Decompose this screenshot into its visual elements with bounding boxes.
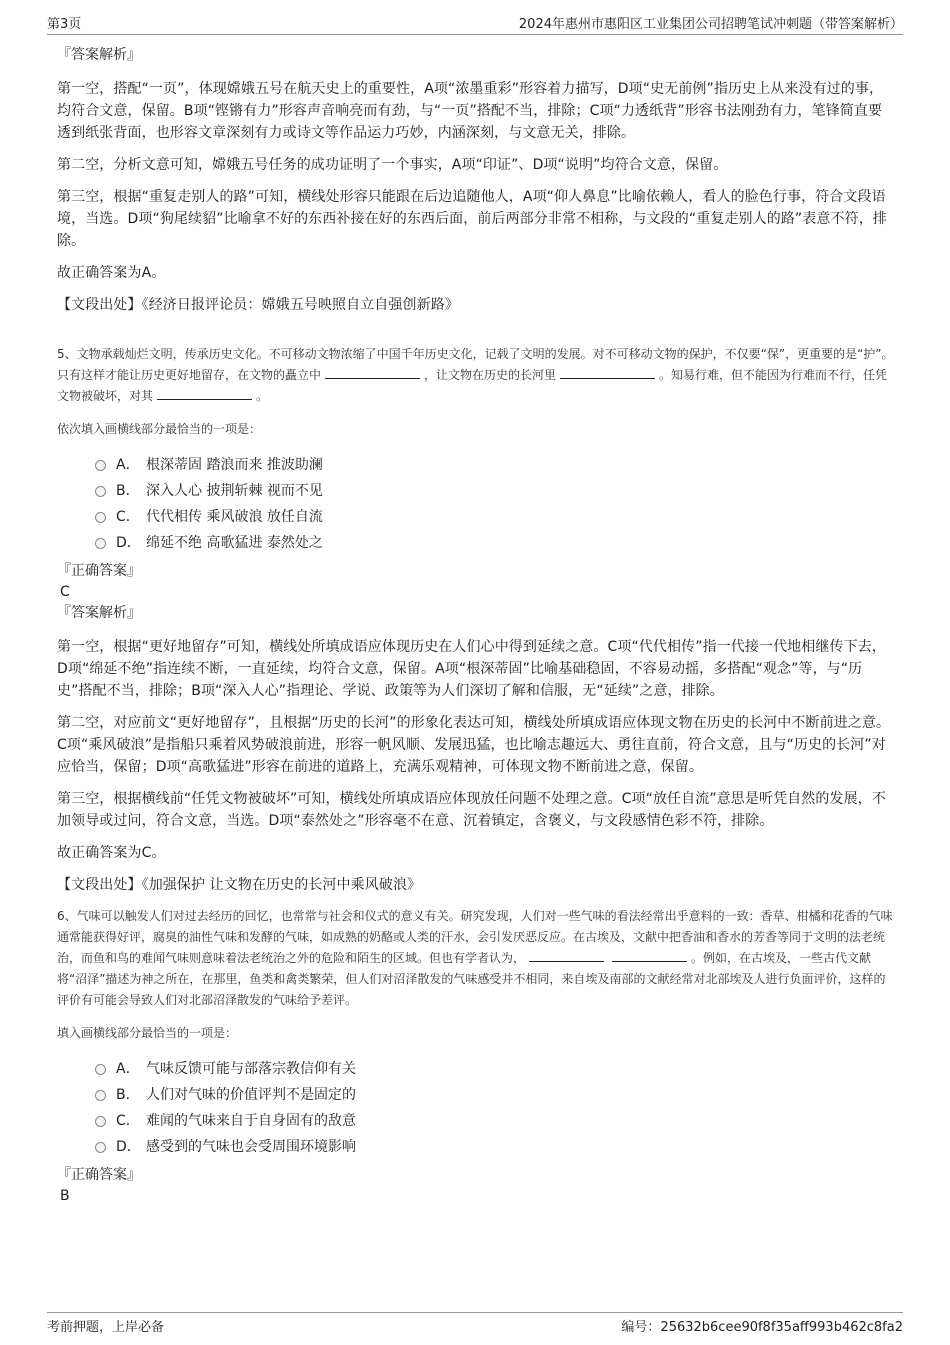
answer-blank (529, 948, 604, 962)
option-c[interactable]: C． 难闻的气味来自于自身固有的敌意 (95, 1108, 895, 1134)
answer-blank (157, 386, 252, 400)
analysis-label: 『答案解析』 (57, 605, 141, 621)
radio-icon[interactable] (95, 1090, 106, 1101)
source-citation: 【文段出处】《加强保护 让文物在历史的长河中乘风破浪》 (57, 877, 422, 893)
question-6-stem: 6、气味可以触发人们对过去经历的回忆，也常常与社会和仪式的意义有关。研究发现，人们对一些气味的看法经常出乎意料的一致：香草、柑橘和花香的气味通常能获得好评，腐臭的油性气味和发酵的气味，如成熟的奶酪或人类的汗水，会引发厌恶反应。在古埃及，文献中把香油和香水的芳香等同于文明的法老统治，而鱼和鸟的难闻气味则意味着法老统治之外的危险和陌生的区域。但也有学者认为， 。例如，在古埃及，一些古代文献将“沼泽”描述为神之所在，在那里，鱼类和禽类繁荣，但人们对沼泽散发的气味感受并不相同，来自埃及南部的文献经常对北部埃及人进行负面评价，这样的评价有可能会导致人们对北部沼泽散发的气味给予差评。 (57, 909, 893, 1007)
analysis-paragraph: 第二空，分析文意可知，嫦娥五号任务的成功证明了一个事实，A项“印证”、D项“说明”均符合文意，保留。 (57, 157, 728, 173)
analysis-label: 『答案解析』 (57, 47, 141, 63)
correct-answer: B (60, 1188, 70, 1204)
radio-icon[interactable] (95, 538, 106, 549)
correct-answer-label: 『正确答案』 (57, 563, 141, 579)
question-6-prompt: 填入画横线部分最恰当的一项是： (57, 1026, 238, 1040)
option-c[interactable]: C． 代代相传 乘风破浪 放任自流 (95, 504, 895, 530)
radio-icon[interactable] (95, 1142, 106, 1153)
analysis-conclusion: 故正确答案为C。 (57, 845, 166, 861)
radio-icon[interactable] (95, 1116, 106, 1127)
question-5-options (95, 452, 895, 556)
radio-icon[interactable] (95, 512, 106, 523)
radio-icon[interactable] (95, 1064, 106, 1075)
analysis-paragraph: 第一空，根据“更好地留存”可知，横线处所填成语应体现历史在人们心中得到延续之意。C项“代代相传”指一代接一代地相继传下去，D项“绵延不绝”指连续不断，一直延续，均符合文意，保留。A项“根深蒂固”比喻基础稳固，不容易动摇，多搭配“观念”等，与“历史”搭配不当，排除；B项“深入人心”指理论、学说、政策等为人们深切了解和信服，无“延续”之意，排除。 (57, 639, 886, 699)
analysis-paragraph: 第二空，对应前文“更好地留存”，且根据“历史的长河”的形象化表达可知，横线处所填成语应体现文物在历史的长河中不断前进之意。C项“乘风破浪”是指船只乘着风势破浪前进，形容一帆风顺、发展迅猛，也比喻志趣远大、勇往直前，符合文意，且与“历史的长河”对应恰当，保留；D项“高歌猛进”形容在前进的道路上，充满乐观精神，可体现文物不断前进之意，保留。 (57, 715, 891, 775)
document-id: 编号：25632b6cee90f8f35aff993b462c8fa2 (621, 1320, 903, 1335)
analysis-paragraph: 第三空，根据“重复走别人的路”可知，横线处形容只能跟在后边追随他人，A项“仰人鼻息”比喻依赖人，看人的脸色行事，符合文段语境，当选。D项“狗尾续貂”比喻拿不好的东西补接在好的东西后面，前后两部分非常不相称，与文段的“重复走别人的路”表意不符，排除。 (57, 189, 887, 249)
option-a[interactable]: A． 根深蒂固 踏浪而来 推波助澜 (95, 452, 895, 478)
question-5-prompt: 依次填入画横线部分最恰当的一项是： (57, 422, 262, 436)
analysis-paragraph: 第一空，搭配“一页”，体现嫦娥五号在航天史上的重要性，A项“浓墨重彩”形容着力描写，D项“史无前例”指历史上从来没有过的事，均符合文意，保留。B项“铿锵有力”形容声音响亮而有劲，与“一页”搭配不当，排除；C项“力透纸背”形容书法刚劲有力，笔锋简直要透到纸张背面，也形容文章深刻有力或诗文等作品运力巧妙，内涵深刻，与文意无关，排除。 (57, 81, 884, 141)
option-d[interactable]: D． 感受到的气味也会受周围环境影响 (95, 1134, 895, 1160)
option-a[interactable]: A． 气味反馈可能与部落宗教信仰有关 (95, 1056, 895, 1082)
answer-blank (560, 365, 655, 379)
answer-blank (325, 365, 420, 379)
option-b[interactable]: B． 人们对气味的价值评判不是固定的 (95, 1082, 895, 1108)
source-citation: 【文段出处】《经济日报评论员：嫦娥五号映照自立自强创新路》 (57, 297, 459, 313)
correct-answer: C (60, 584, 70, 600)
page-header (47, 10, 903, 35)
radio-icon[interactable] (95, 486, 106, 497)
answer-blank (612, 948, 687, 962)
option-d[interactable]: D． 绵延不绝 高歌猛进 泰然处之 (95, 530, 895, 556)
radio-icon[interactable] (95, 460, 106, 471)
analysis-conclusion: 故正确答案为A。 (57, 265, 166, 281)
correct-answer-label: 『正确答案』 (57, 1167, 141, 1183)
footer-slogan: 考前押题，上岸必备 (47, 1320, 165, 1335)
analysis-paragraph: 第三空，根据横线前“任凭文物被破坏”可知，横线处所填成语应体现放任问题不处理之意。C项“放任自流”意思是听凭自然的发展，不加领导或过问，符合文意，当选。D项“泰然处之”形容毫不在意、沉着镇定，含褒义，与文段感情色彩不符，排除。 (57, 791, 886, 829)
document-title: 2024年惠州市惠阳区工业集团公司招聘笔试冲刺题（带答案解析） (518, 17, 903, 32)
option-b[interactable]: B． 深入人心 披荆斩棘 视而不见 (95, 478, 895, 504)
page-number: 第3页 (47, 17, 82, 32)
page-footer (47, 1312, 903, 1335)
question-6-options (95, 1056, 895, 1160)
question-5-stem: 5、文物承载灿烂文明，传承历史文化。不可移动文物浓缩了中国千年历史文化，记载了文明的发展。对不可移动文物的保护，不仅要“保”，更重要的是“护”。只有这样才能让历史更好地留存，在文物的矗立中 ，让文物在历史的长河里 。知易行难，但不能因为行难而不行，任凭文物被破坏，对其 。 (57, 347, 894, 403)
